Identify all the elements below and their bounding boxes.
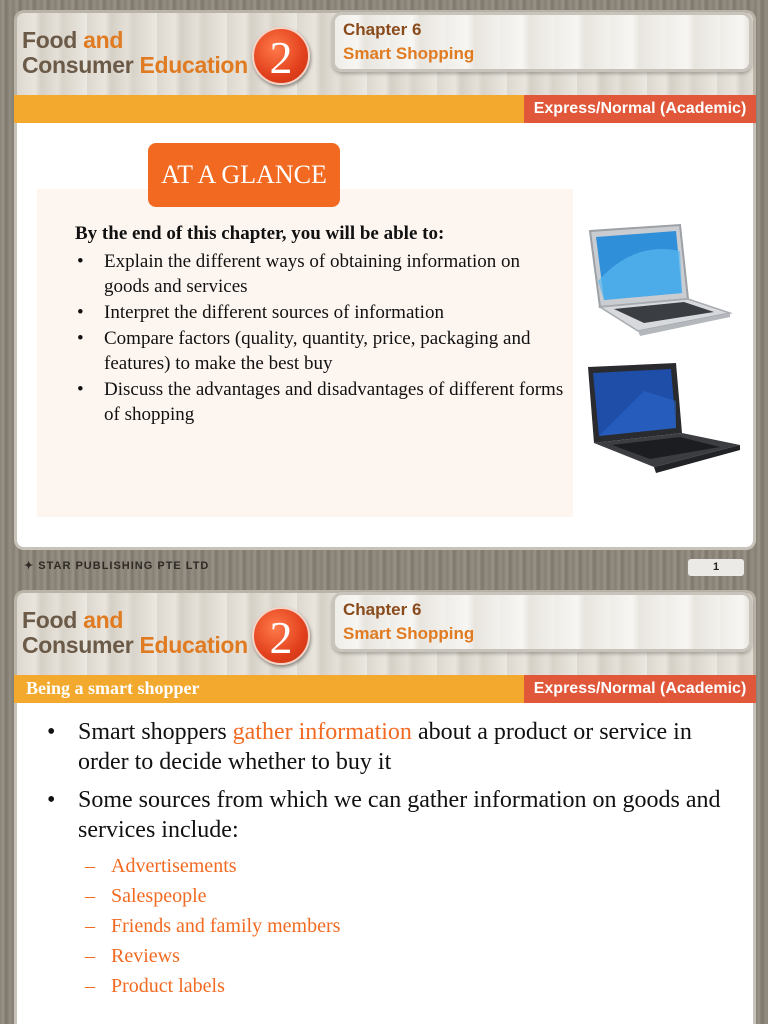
objective-item: • Discuss the advantages and disadvantages of different forms of shopping <box>75 377 565 427</box>
chapter-title: Smart Shopping <box>343 624 475 643</box>
slide-2 <box>0 580 768 1024</box>
objective-item: • Compare factors (quality, quantity, price, packaging and features) to make the best buy <box>75 326 565 376</box>
sources-list <box>85 851 340 1001</box>
objectives-intro: By the end of this chapter, you will be able to: <box>75 223 445 244</box>
star-icon: ✦ <box>24 560 35 572</box>
slide-header <box>0 0 768 117</box>
laptop-icon <box>584 361 744 479</box>
key-points-list <box>47 717 727 853</box>
objective-item: • Explain the different ways of obtaining information on goods and services <box>75 249 565 299</box>
source-item: – Reviews <box>85 941 340 971</box>
highlight-text: gather information <box>232 719 412 745</box>
slide-header <box>0 580 768 698</box>
book-brand: Food and Consumer Education <box>22 607 248 658</box>
objectives-list <box>75 249 565 428</box>
book-brand: Food and Consumer Education <box>22 27 248 78</box>
at-a-glance-badge: AT A GLANCE <box>148 143 340 207</box>
section-bar <box>14 675 756 703</box>
section-bar <box>14 95 756 123</box>
chapter-number: Chapter 6 <box>343 600 422 619</box>
source-item: – Product labels <box>85 971 340 1001</box>
page-number: 1 <box>688 559 744 576</box>
laptop-icon <box>584 221 734 341</box>
publisher-name: ✦ STAR PUBLISHING PTE LTD <box>24 560 210 572</box>
chapter-number: Chapter 6 <box>343 20 422 39</box>
list-item: • Smart shoppers gather information about a product or service in order to decide whether to buy it <box>47 717 727 777</box>
chapter-title: Smart Shopping <box>343 44 475 63</box>
chapter-box <box>332 592 752 652</box>
edition-badge: 2 <box>252 27 310 85</box>
objective-item: • Interpret the different sources of information <box>75 300 565 325</box>
level-label: Express/Normal (Academic) <box>524 95 756 123</box>
section-title: Being a smart shopper <box>26 678 200 698</box>
chapter-box <box>332 12 752 72</box>
source-item: – Advertisements <box>85 851 340 881</box>
slide-content <box>14 123 756 550</box>
list-item: • Some sources from which we can gather information on goods and services include: <box>47 785 727 845</box>
source-item: – Salespeople <box>85 881 340 911</box>
slide-content <box>14 703 756 1024</box>
level-label: Express/Normal (Academic) <box>524 675 756 703</box>
slide-footer <box>0 554 768 580</box>
edition-badge: 2 <box>252 607 310 665</box>
source-item: – Friends and family members <box>85 911 340 941</box>
